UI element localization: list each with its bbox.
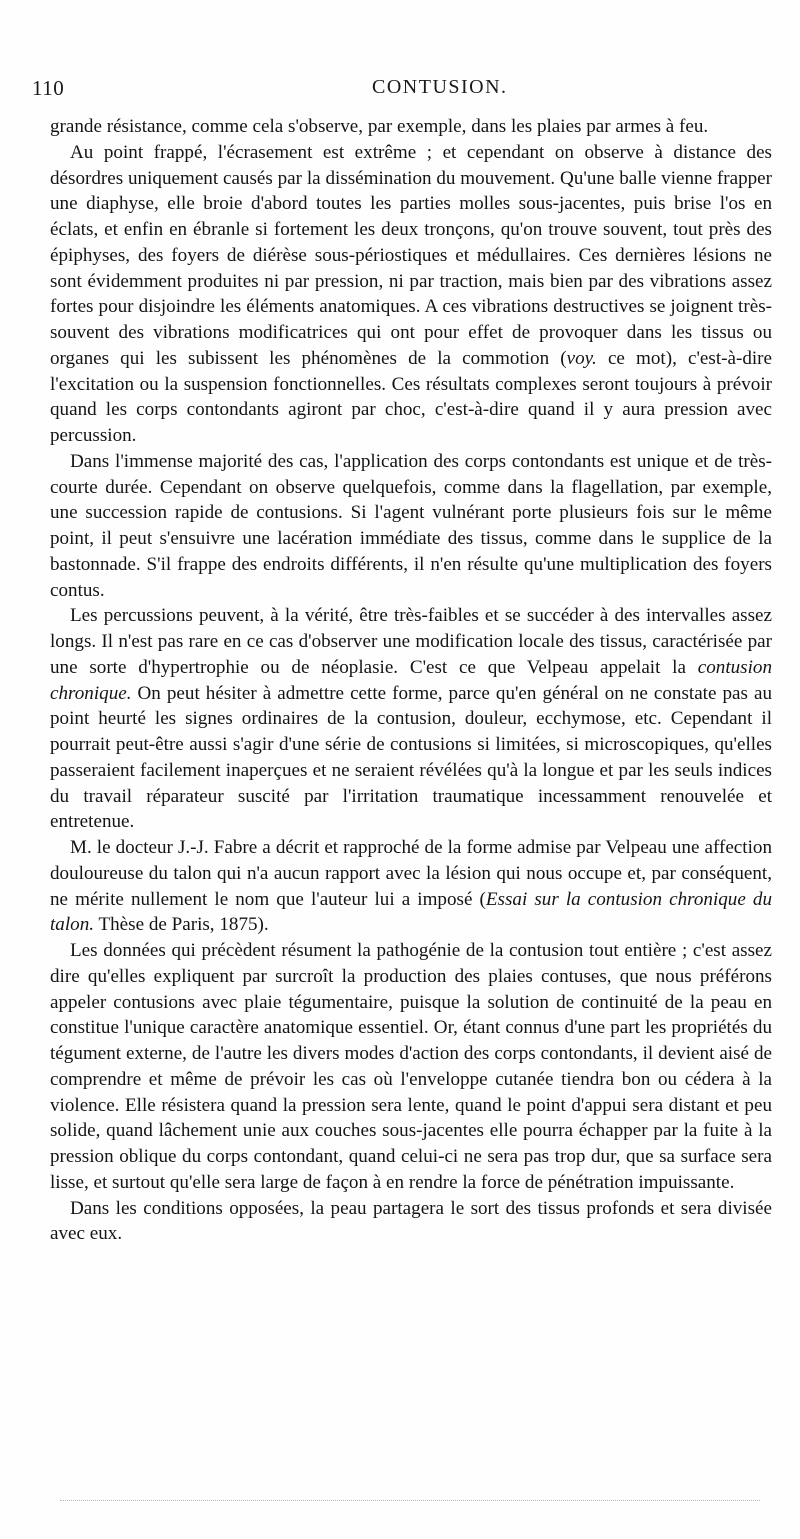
paragraph [50,835,772,938]
page-header [32,76,767,102]
text-segment: On peut hésiter à admettre cette forme, parce qu'en général on ne constate pas au point heurté les signes ordinaires de la contusion, douleur, ecchymose, etc. Cependant il pourrait peut-être aussi s'agir d'une série de contusions si limitées, si microscopiques, qu'elles passeraient facilement inaperçues et ne seraient révélées qu'à la longue et par les seuls indices du travail réparateur suscité par l'irritation traumatique incessamment renouvelée et entretenue. [50,682,772,833]
text-segment: Les données qui précèdent résument la pathogénie de la contusion tout entière ; c'est assez dire qu'elles expliquent par surcroît la production des plaies contuses, que nous préférons appeler contusions avec plaie tégumentaire, puisque la solution de continuité de la peau en constitue l'unique caractère anatomique essentiel. Or, étant connus d'une part les propriétés du tégument externe, de l'autre les divers modes d'action des corps contondants, il devient aisé de comprendre et même de prévoir les cas où l'enveloppe cutanée tiendra bon ou cédera à la violence. Elle résistera quand la pression sera lente, quand le point d'appui sera distant et peu solide, quand lâchement unie aux couches sous-jacentes elle pourra échapper par la fuite à la pression oblique du corps contondant, quand celui-ci ne sera pas trop dur, que sa surface sera lisse, et surtout qu'elle sera large de façon à en rendre la force de pénétration impuissante. [50,940,772,1193]
body-text [50,114,772,1247]
text-segment: M. le docteur J.-J. Fabre a décrit et rapproché de la forme admise par Velpeau une affection douloureuse du talon qui n'a aucun rapport avec la lésion qui nous occupe et, par conséquent, ne mérite nullement le nom que l'auteur lui a imposé ( [50,837,772,910]
text-segment: Dans l'immense majorité des cas, l'application des corps contondants est unique et de très-courte durée. Cependant on observe quelquefois, comme dans la flagellation, par exemple, une succession rapide de contusions. Si l'agent vulnérant porte plusieurs fois sur le même point, il peut s'ensuivre une lacération immédiate des tissus, comme dans le supplice de la bastonnade. S'il frappe des endroits différents, il n'en résulte qu'une multiplication des foyers contus. [50,450,772,601]
paragraph [50,1196,772,1248]
text-segment: ce mot), c'est-à-dire l'excitation ou la suspension fonctionnelles. Ces résultats complexes seront toujours à prévoir quand les corps contondants agiront par choc, c'est-à-dire quand il y aura pression avec percussion. [50,347,773,446]
text-segment: Thèse de Paris, 1875). [94,914,269,936]
paragraph [50,603,772,835]
paragraph [50,114,772,140]
footer-rule [60,1500,760,1501]
paragraph [50,938,772,1196]
italic-text: Essai sur la contusion chronique du talon. [50,888,772,936]
italic-text: contusion chronique. [50,656,772,704]
paragraph [50,449,772,604]
text-segment: Les percussions peuvent, à la vérité, être très-faibles et se succéder à des intervalles assez longs. Il n'est pas rare en ce cas d'observer une modification locale des tissus, caractérisée par une sorte d'hypertrophie ou de néoplasie. C'est ce que Velpeau appelait la [50,605,772,678]
running-title: CONTUSION. [372,76,508,98]
page-number: 110 [32,76,65,100]
text-segment: Dans les conditions opposées, la peau partagera le sort des tissus profonds et sera divisée avec eux. [50,1197,772,1245]
paragraph [50,140,772,449]
italic-text: voy. [566,347,597,369]
text-segment: Au point frappé, l'écrasement est extrême ; et cependant on observe à distance des désordres uniquement causés par la dissémination du mouvement. Qu'une balle vienne frapper une diaphyse, elle broie d'abord toutes les parties molles sous-jacentes, puis brise l'os en éclats, et enfin en ébranle si fortement les deux tronçons, qu'on trouve souvent, tout près des épiphyses, des foyers de diérèse sous-périostiques et médullaires. Ces dernières lésions ne sont évidemment produites ni par pression, ni par traction, mais bien par des vibrations assez fortes pour disjoindre les éléments anatomiques. A ces vibrations destructives se joignent très-souvent des vibrations modificatrices qui ont pour effet de provoquer dans les tissus ou organes qui les subissent les phénomènes de la commotion ( [50,141,772,369]
text-segment: grande résistance, comme cela s'observe, par exemple, dans les plaies par armes à feu. [50,116,709,137]
